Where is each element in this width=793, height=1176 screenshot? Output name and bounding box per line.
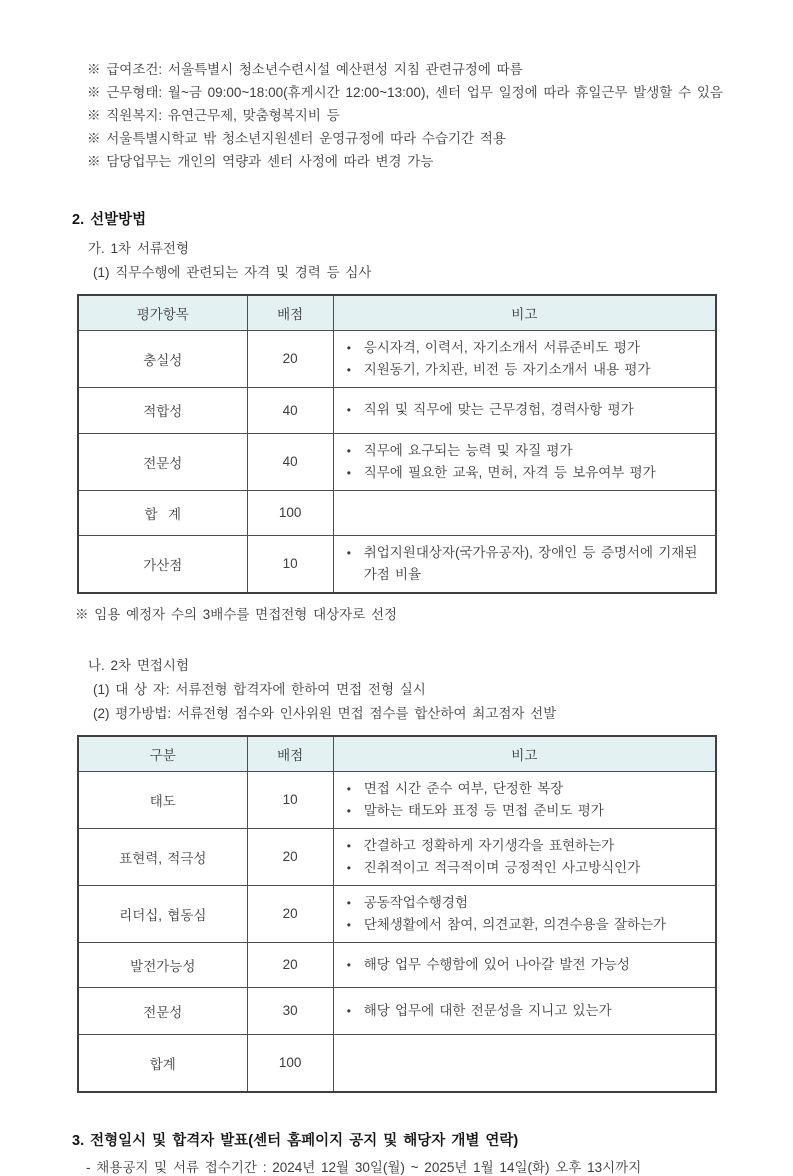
note-work-type: ※ 근무형태: 월~금 09:00~18:00(휴게시간 12:00~13:00), 센터 업무 일정에 따라 휴일근무 발생할 수 있음	[87, 85, 723, 100]
section2-sub-a: 가. 1차 서류전형	[88, 241, 190, 256]
note-bullet: • 단체생활에서 참여, 의견교환, 의견수용을 잘하는가	[338, 914, 705, 936]
item-cell: 표현력, 적극성	[78, 828, 247, 885]
table2-header-category: 구분	[78, 736, 247, 771]
note-bullet: • 면접 시간 준수 여부, 단정한 복장	[338, 778, 705, 800]
section2-sub-b: 나. 2차 면접시험	[88, 658, 190, 673]
item-cell: 태도	[78, 771, 247, 828]
score-cell: 20	[247, 942, 333, 987]
note-bullet: • 말하는 태도와 표정 등 면접 준비도 평가	[338, 800, 705, 822]
table1-header-remarks: 비고	[333, 295, 716, 330]
notes-cell	[333, 885, 716, 942]
table-row	[78, 771, 716, 828]
note-bullet: • 응시자격, 이력서, 자기소개서 서류준비도 평가	[338, 337, 705, 359]
table-row	[78, 387, 716, 433]
notes-cell	[333, 987, 716, 1034]
table2-header-row	[78, 736, 716, 771]
table-row	[78, 535, 716, 593]
table1-header-item: 평가항목	[78, 295, 247, 330]
note-bullet: • 직위 및 직무에 맞는 근무경험, 경력사항 평가	[338, 399, 705, 421]
notes-cell	[333, 433, 716, 490]
table-row	[78, 490, 716, 535]
score-cell: 40	[247, 387, 333, 433]
note-shortlist-multiplier: ※ 임용 예정자 수의 3배수를 면접전형 대상자로 선정	[75, 607, 398, 622]
section3-heading: 3. 전형일시 및 합격자 발표(센터 홈페이지 공지 및 해당자 개별 연락)	[72, 1133, 519, 1149]
section2-sub-b-item2: (2) 평가방법: 서류전형 점수와 인사위원 면접 점수를 합산하여 최고점자 선발	[93, 706, 557, 721]
score-cell: 100	[247, 490, 333, 535]
item-cell: 적합성	[78, 387, 247, 433]
note-bullet: • 해당 업무 수행함에 있어 나아갈 발전 가능성	[338, 954, 705, 976]
note-bullet: • 공동작업수행경험	[338, 892, 705, 914]
table-row	[78, 942, 716, 987]
note-bullet: • 간결하고 정확하게 자기생각을 표현하는가	[338, 835, 705, 857]
document-screening-table	[77, 294, 717, 594]
score-cell: 10	[247, 771, 333, 828]
note-probation-period: ※ 서울특별시학교 밖 청소년지원센터 운영규정에 따라 수습기간 적용	[87, 131, 506, 146]
score-cell: 20	[247, 828, 333, 885]
section2-heading: 2. 선발방법	[72, 212, 147, 228]
note-bullet: • 직무에 요구되는 능력 및 자질 평가	[338, 440, 705, 462]
note-bullet: • 해당 업무에 대한 전문성을 지니고 있는가	[338, 1000, 705, 1022]
notes-cell	[333, 771, 716, 828]
score-cell: 40	[247, 433, 333, 490]
notes-cell	[333, 490, 716, 535]
table-row	[78, 330, 716, 387]
note-bullet: • 지원동기, 가치관, 비전 등 자기소개서 내용 평가	[338, 359, 705, 381]
table-row	[78, 987, 716, 1034]
score-cell: 100	[247, 1034, 333, 1092]
notes-cell	[333, 1034, 716, 1092]
item-cell: 합계	[78, 1034, 247, 1092]
item-cell: 전문성	[78, 433, 247, 490]
note-bullet: • 직무에 필요한 교육, 면허, 자격 등 보유여부 평가	[338, 462, 705, 484]
table-row	[78, 885, 716, 942]
section3-application-period: - 채용공지 및 서류 접수기간 : 2024년 12월 30일(월) ~ 2025년 1월 14일(화) 오후 13시까지	[86, 1160, 642, 1175]
notes-cell	[333, 828, 716, 885]
note-bullet: • 취업지원대상자(국가유공자), 장애인 등 증명서에 기재된 가점 비율	[338, 542, 705, 586]
table-row	[78, 1034, 716, 1092]
table-row	[78, 828, 716, 885]
table1-header-score: 배점	[247, 295, 333, 330]
note-bullet: • 진취적이고 적극적이며 긍정적인 사고방식인가	[338, 857, 705, 879]
score-cell: 20	[247, 885, 333, 942]
notes-cell	[333, 942, 716, 987]
notes-cell	[333, 535, 716, 593]
table-row	[78, 433, 716, 490]
note-employee-welfare: ※ 직원복지: 유연근무제, 맞춤형복지비 등	[87, 108, 340, 123]
section2-sub-b-item1: (1) 대 상 자: 서류전형 합격자에 한하여 면접 전형 실시	[93, 682, 426, 697]
score-cell: 10	[247, 535, 333, 593]
item-cell: 리더십, 협동심	[78, 885, 247, 942]
section2-sub-a-item: (1) 직무수행에 관련되는 자격 및 경력 등 심사	[93, 265, 372, 280]
item-cell: 합 계	[78, 490, 247, 535]
note-salary-condition: ※ 급여조건: 서울특별시 청소년수련시설 예산편성 지침 관련규정에 따름	[87, 62, 523, 77]
item-cell: 충실성	[78, 330, 247, 387]
interview-evaluation-table	[77, 735, 717, 1093]
item-cell: 전문성	[78, 987, 247, 1034]
notes-cell	[333, 387, 716, 433]
top-notes-block	[87, 58, 723, 173]
table1-header-row	[78, 295, 716, 330]
notes-cell	[333, 330, 716, 387]
score-cell: 20	[247, 330, 333, 387]
item-cell: 발전가능성	[78, 942, 247, 987]
table2-header-remarks: 비고	[333, 736, 716, 771]
item-cell: 가산점	[78, 535, 247, 593]
table2-header-score: 배점	[247, 736, 333, 771]
note-duty-change: ※ 담당업무는 개인의 역량과 센터 사정에 따라 변경 가능	[87, 154, 434, 169]
score-cell: 30	[247, 987, 333, 1034]
